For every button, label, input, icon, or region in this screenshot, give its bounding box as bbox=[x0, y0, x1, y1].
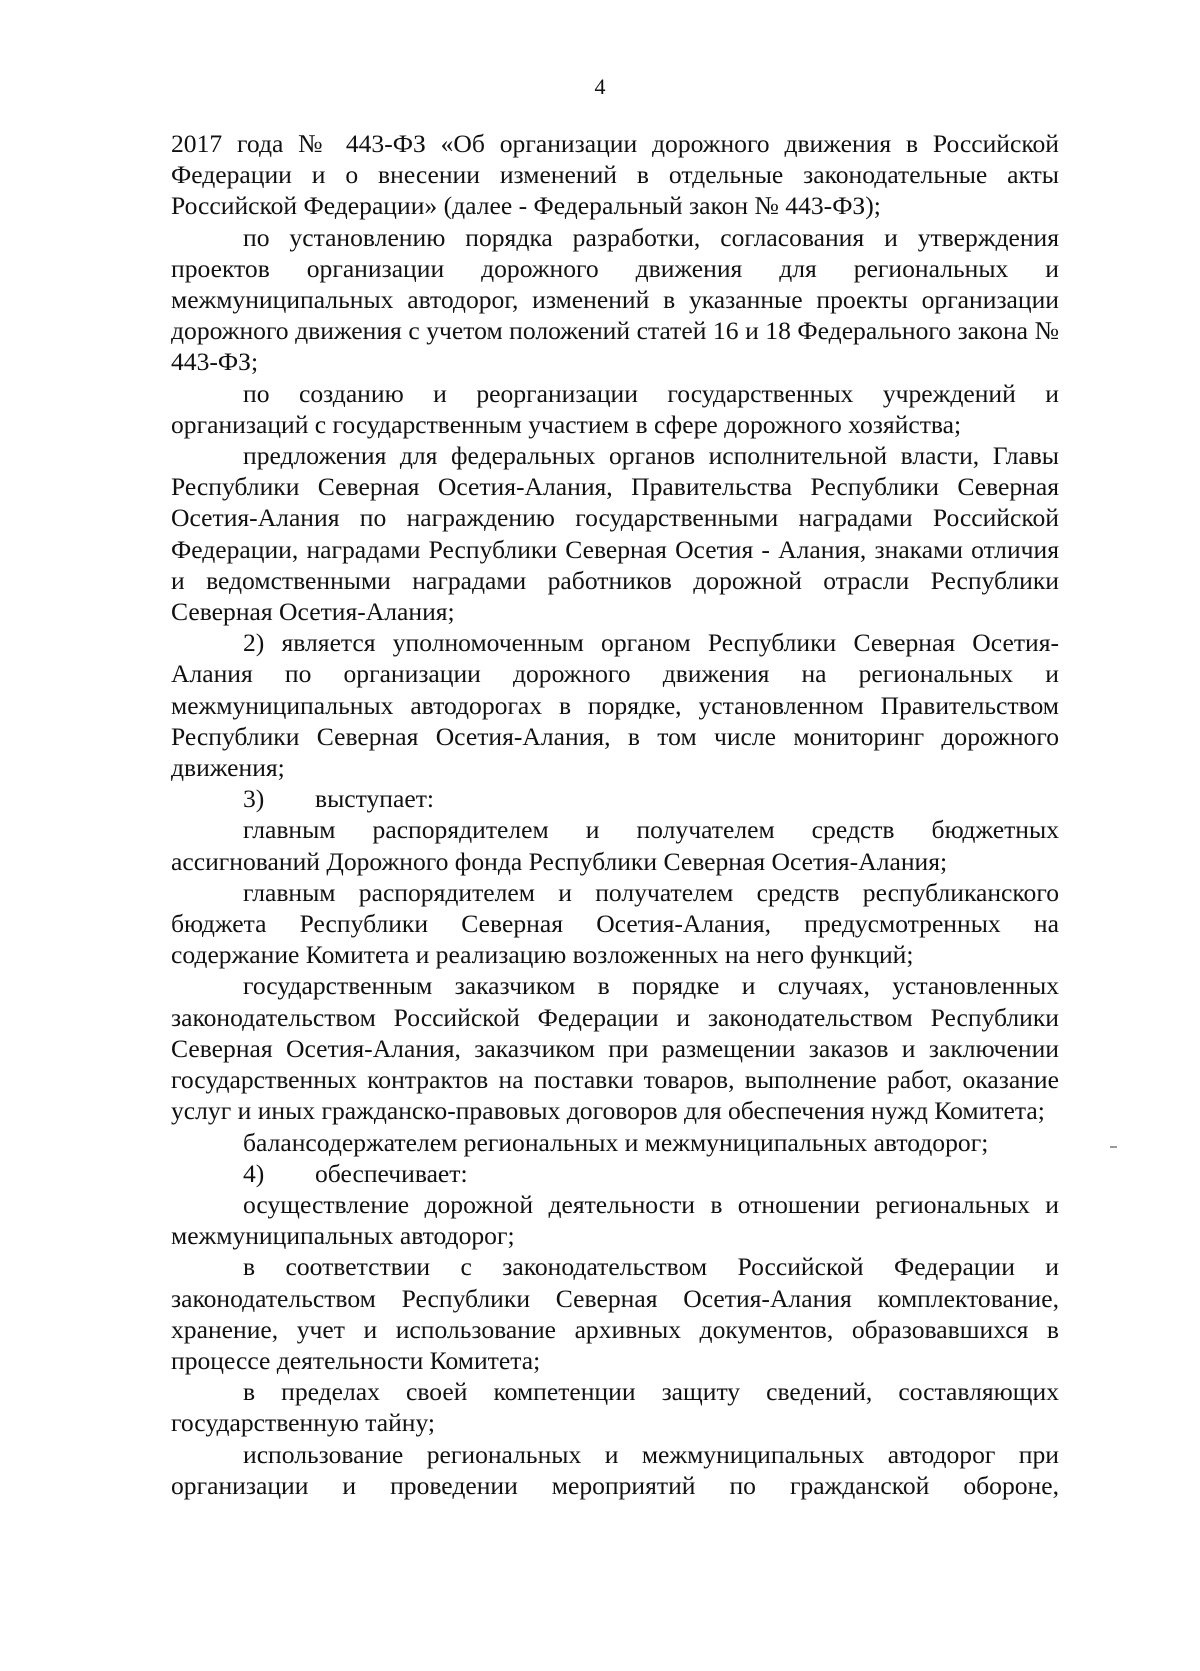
document-body bbox=[171, 128, 1059, 1501]
item-4-number: 4) bbox=[243, 1158, 265, 1188]
paragraph-balance-holder: балансодержателем региональных и межмуниципальных автодорог; bbox=[243, 1127, 989, 1157]
paragraph-item-2: 2) является уполномоченным органом Республики Северная Осетия-Алания по организации дорожного движения на региональных и межмуниципальных автодорогах в порядке, установленном Правительством Республики Северная Осетия-Алания, в том числе мониторинг дорожного движения; bbox=[171, 628, 1059, 783]
item-3-number: 3) bbox=[243, 784, 265, 814]
paragraph-civil-defense: использование региональных и межмуниципальных автодорог при организации и проведении мероприятий по гражданской обороне, bbox=[171, 1439, 1059, 1500]
paragraph-institutions: по созданию и реорганизации государственных учреждений и организаций с государственным участием в сфере дорожного хозяйства; bbox=[171, 378, 1059, 439]
item-3-label: выступает: bbox=[315, 784, 434, 814]
paragraph-budget: главным распорядителем и получателем средств республиканского бюджета Республики Северная Осетия-Алания, предусмотренных на содержание Комитета и реализацию возложенных на него функций; bbox=[171, 877, 1059, 970]
paragraph-road-activity: осуществление дорожной деятельности в отношении региональных и межмуниципальных автодорог; bbox=[171, 1189, 1059, 1251]
paragraph-state-secret: в пределах своей компетенции защиту сведений, составляющих государственную тайну; bbox=[171, 1377, 1059, 1438]
paragraph-awards: предложения для федеральных органов исполнительной власти, Главы Республики Северная Осетия-Алания, Правительства Республики Северная Осетия-Алания по награждению государственными наградами Российской Федерации, наградами Республики Северная Осетия - Алания, знаками отличия и ведомственными наградами работников дорожной отрасли Республики Северная Осетия-Алания; bbox=[171, 441, 1059, 627]
scan-mark bbox=[1110, 1146, 1117, 1148]
paragraph-state-customer: государственным заказчиком в порядке и случаях, установленных законодательством Российской Федерации и законодательством Республики Северная Осетия-Алания, заказчиком при размещении заказов и заключении государственных контрактов на поставки товаров, выполнение работ, оказание услуг и иных гражданско-правовых договоров для обеспечения нужд Комитета; bbox=[171, 971, 1059, 1126]
paragraph-traffic-projects: по установлению порядка разработки, согласования и утверждения проектов организации дорожного движения для региональных и межмуниципальных автодорог, изменений в указанные проекты организации дорожного движения с учетом положений статей 16 и 18 Федерального закона № 443-ФЗ; bbox=[171, 222, 1059, 377]
item-4-heading bbox=[171, 1158, 1059, 1189]
paragraph-archives: в соответствии с законодательством Российской Федерации и законодательством Республики Северная Осетия-Алания комплектование, хранение, учет и использование архивных документов, образовавшихся в процессе деятельности Комитета; bbox=[171, 1252, 1059, 1375]
page-number: 4 bbox=[594, 74, 606, 99]
paragraph-road-fund: главным распорядителем и получателем средств бюджетных ассигнований Дорожного фонда Республики Северная Осетия-Алания; bbox=[171, 815, 1059, 876]
paragraph-law-reference: 2017 года № 443-ФЗ «Об организации дорожного движения в Российской Федерации и о внесении изменений в отдельные законодательные акты Российской Федерации» (далее - Федеральный закон № 443-ФЗ); bbox=[171, 129, 1059, 221]
item-3-heading bbox=[171, 783, 1059, 814]
item-4-label: обеспечивает: bbox=[315, 1158, 468, 1188]
